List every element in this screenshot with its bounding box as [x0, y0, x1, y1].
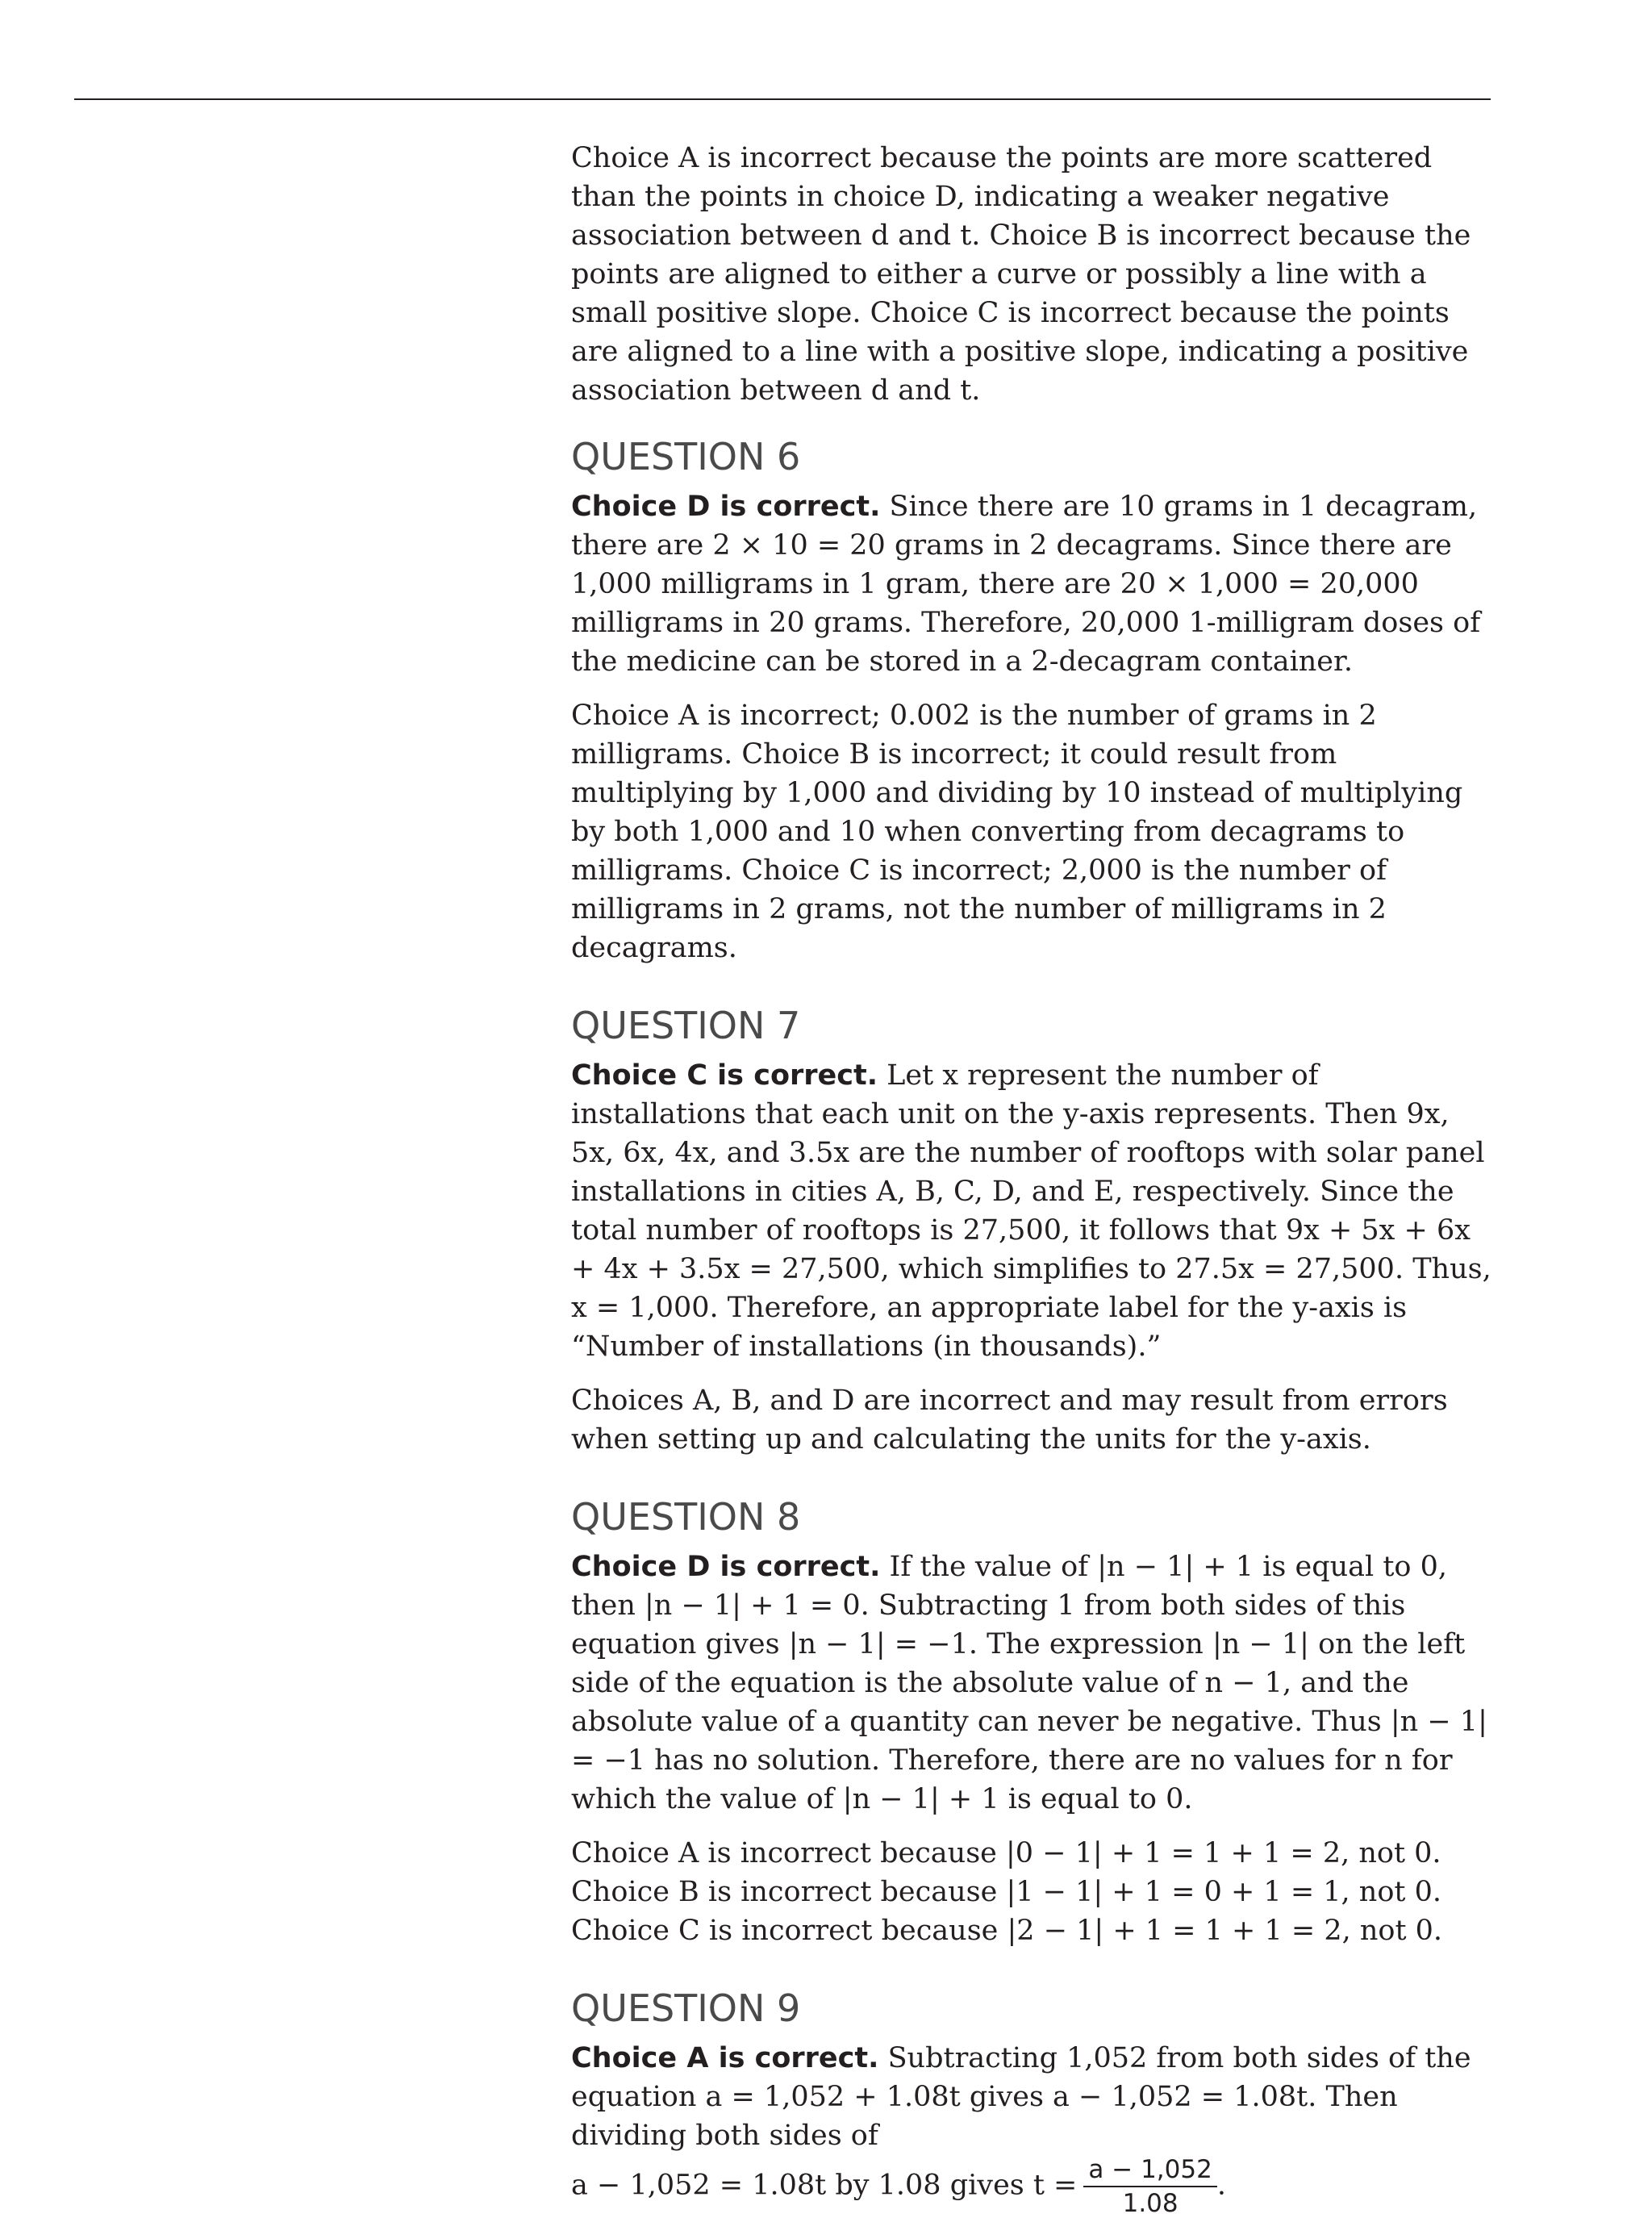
question-9	[571, 1986, 1499, 2218]
question-9-body: Subtracting 1,052 from both sides of the equation a = 1,052 + 1.08t gives a − 1,052 = 1.08t. Then dividing both sides of	[571, 2042, 1471, 2152]
question-8-heading: QUESTION 8	[571, 1495, 801, 1539]
question-6-explanation	[571, 487, 1499, 681]
question-8-body: If the value of |n − 1| + 1 is equal to 0, then |n − 1| + 1 = 0. Subtracting 1 from both sides of this equation gives |n − 1| = −1. The expression |n − 1| on the left side of the equation is the absolute value of n − 1, and the absolute value of a quantity can never be negative. Thus |n − 1| = −1 has no solution. Therefore, there are no values for n for which the value of |n − 1| + 1 is equal to 0.	[571, 1551, 1487, 1815]
question-7-heading: QUESTION 7	[571, 1004, 801, 1047]
question-8-lead: Choice D is correct.	[571, 1551, 881, 1583]
question-8-paragraph-2: Choice A is incorrect because |0 − 1| + 1 = 1 + 1 = 2, not 0. Choice B is incorrect because |1 − 1| + 1 = 0 + 1 = 1, not 0. Choice C is incorrect because |2 − 1| + 1 = 1 + 1 = 2, not 0.	[571, 1837, 1443, 1947]
question-9-lead: Choice A is correct.	[571, 2042, 879, 2074]
question-6-body: Since there are 10 grams in 1 decagram, there are 2 × 10 = 20 grams in 2 decagrams. Since there are 1,000 milligrams in 1 gram, there are 20 × 1,000 = 20,000 milligrams in 20 grams. Therefore, 20,000 1-milligram doses of the medicine can be stored in a 2-decagram container.	[571, 491, 1481, 678]
question-6-lead: Choice D is correct.	[571, 491, 881, 523]
question-7-paragraph-2: Choices A, B, and D are incorrect and may result from errors when setting up and calculating the units for the y-axis.	[571, 1385, 1448, 1456]
question-8-explanation	[571, 1548, 1499, 1819]
question-8	[571, 1494, 1499, 1950]
question-9-trailing: .	[1216, 2169, 1226, 2202]
fraction-numerator: a − 1,052	[1083, 2155, 1216, 2187]
question-9-heading: QUESTION 9	[571, 1986, 801, 2030]
question-6	[571, 434, 1499, 967]
question-6-heading: QUESTION 6	[571, 435, 801, 478]
question-7	[571, 1003, 1499, 1459]
question-7-body: Let x represent the number of installations that each unit on the y-axis represents. Then 9x, 5x, 6x, 4x, and 3.5x are the number of rooftops with solar panel installations in cities A, B, C, D, and E, respectively. Since the total number of rooftops is 27,500, it follows that 9x + 5x + 6x + 4x + 3.5x = 27,500, which simplifies to 27.5x = 27,500. Thus, x = 1,000. Therefore, an appropriate label for the y-axis is “Number of installations (in thousands).”	[571, 1059, 1491, 1363]
question-9-explanation	[571, 2039, 1499, 2155]
fraction	[1083, 2155, 1216, 2218]
question-9-line-end: a − 1,052 = 1.08t by 1.08 gives t =	[571, 2169, 1078, 2202]
question-6-paragraph-2: Choice A is incorrect; 0.002 is the number of grams in 2 milligrams. Choice B is incorrect; it could result from multiplying by 1,000 and dividing by 10 instead of multiplying by both 1,000 and 10 when converting from decagrams to milligrams. Choice C is incorrect; 2,000 is the number of milligrams in 2 grams, not the number of milligrams in 2 decagrams.	[571, 700, 1463, 964]
q5-paragraph: Choice A is incorrect because the points are more scattered than the points in choice D, indicating a weaker negative association between d and t. Choice B is incorrect because the points are aligned to either a curve or possibly a line with a small positive slope. Choice C is incorrect because the points are aligned to a line with a positive slope, indicating a positive association between d and t.	[571, 142, 1471, 407]
question-7-lead: Choice C is correct.	[571, 1059, 878, 1092]
answer-explanations	[571, 139, 1499, 2218]
question-7-explanation	[571, 1056, 1499, 1366]
question-9-equation-line	[571, 2155, 1499, 2218]
top-rule	[74, 98, 1491, 100]
fraction-denominator: 1.08	[1122, 2189, 1179, 2218]
